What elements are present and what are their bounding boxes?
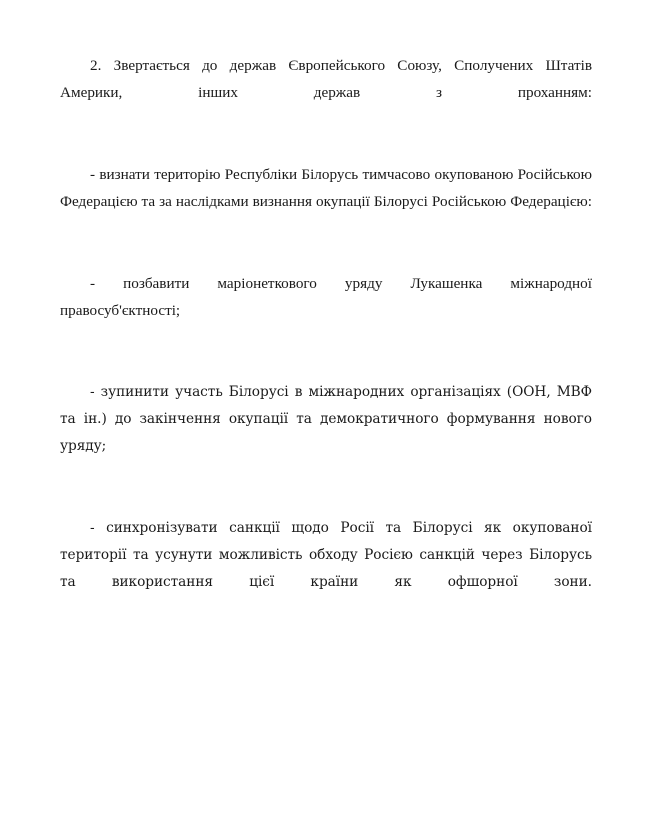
document-text-body — [60, 52, 592, 623]
paragraph-bullet-suspend-membership: - зупинити участь Білорусі в міжнародних організаціях (ООН, МВФ та ін.) до закінчення окупації та демократичного формування нового уряду; — [60, 384, 592, 454]
paragraph-bullet-deprive-legal-personality: - позбавити маріонеткового уряду Лукашенка міжнародної правосуб'єктності; — [60, 275, 592, 319]
paragraph-bullet-synchronize-sanctions: - синхронізувати санкції щодо Росії та Білорусі як окупованої території та усунути можливість обходу Росією санкцій через Білорусь та використання цієї країни як офшорної зони. — [60, 520, 592, 590]
paragraph-item-2: 2. Звертається до держав Європейського Союзу, Сполучених Штатів Америки, інших держав з проханням: — [60, 57, 592, 101]
paragraph-bullet-recognize-occupation: - визнати територію Республіки Білорусь тимчасово окупованою Російською Федерацією та за наслідками визнання окупації Білорусі Російською Федерацією: — [60, 166, 592, 210]
